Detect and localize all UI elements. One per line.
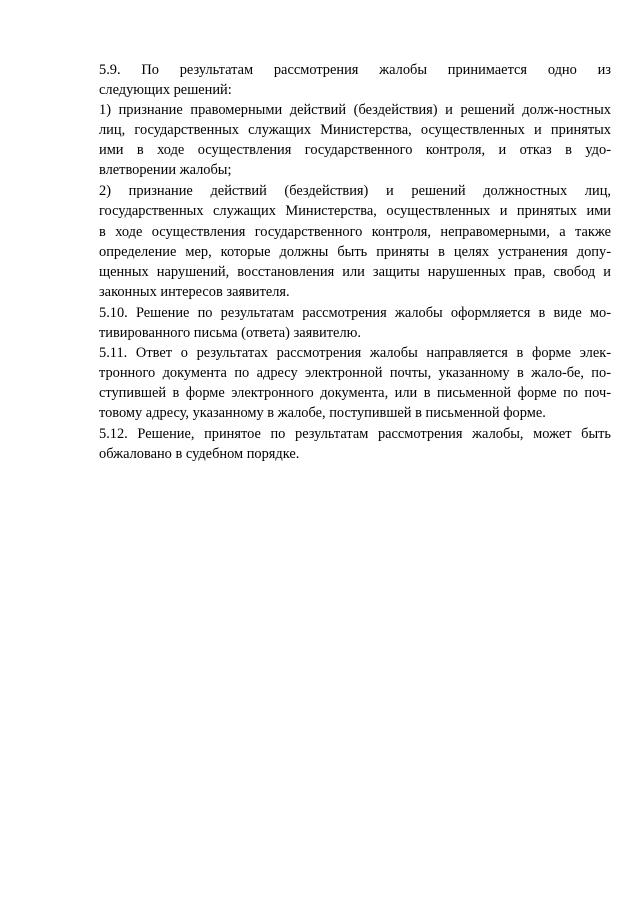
text-line: законных интересов заявителя. (99, 284, 290, 300)
text-line: 5.10. Решение по результатам рассмотрения жалобы оформляется в виде мо- (99, 305, 611, 321)
text-line: определение мер, которые должны быть приняты в целях устранения допу- (99, 244, 611, 260)
text-line: 5.12. Решение, принятое по результатам рассмотрения жалобы, может быть (99, 426, 611, 442)
text-line: щенных нарушений, восстановления или защиты нарушенных прав, свобод и (99, 264, 611, 280)
text-line: обжаловано в судебном порядке. (99, 446, 300, 462)
text-line: в ходе осуществления государственного контроля, неправомерными, а также (99, 224, 611, 240)
text-line: государственных служащих Министерства, осуществленных и принятых ими (99, 203, 611, 219)
text-line: ими в ходе осуществления государственного контроля, и отказ в удо- (99, 142, 611, 158)
text-line: 5.11. Ответ о результатах рассмотрения жалобы направляется в форме элек- (99, 345, 611, 361)
text-line: 1) признание правомерными действий (бездействия) и решений долж-ностных (99, 102, 611, 118)
text-line: лиц, государственных служащих Министерства, осуществленных и принятых (99, 122, 611, 138)
text-line: следующих решений: (99, 82, 232, 98)
text-line: ступившей в форме электронного документа, или в письменной форме по поч- (99, 385, 611, 401)
text-line: 2) признание действий (бездействия) и решений должностных лиц, (99, 183, 611, 199)
text-line: влетворении жалобы; (99, 162, 232, 178)
text-line: тивированного письма (ответа) заявителю. (99, 325, 361, 341)
text-line: товому адресу, указанному в жалобе, поступившей в письменной форме. (99, 405, 546, 421)
text-line: 5.9. По результатам рассмотрения жалобы принимается одно из (99, 62, 611, 78)
text-line: тронного документа по адресу электронной почты, указанному в жало-бе, по- (99, 365, 611, 381)
